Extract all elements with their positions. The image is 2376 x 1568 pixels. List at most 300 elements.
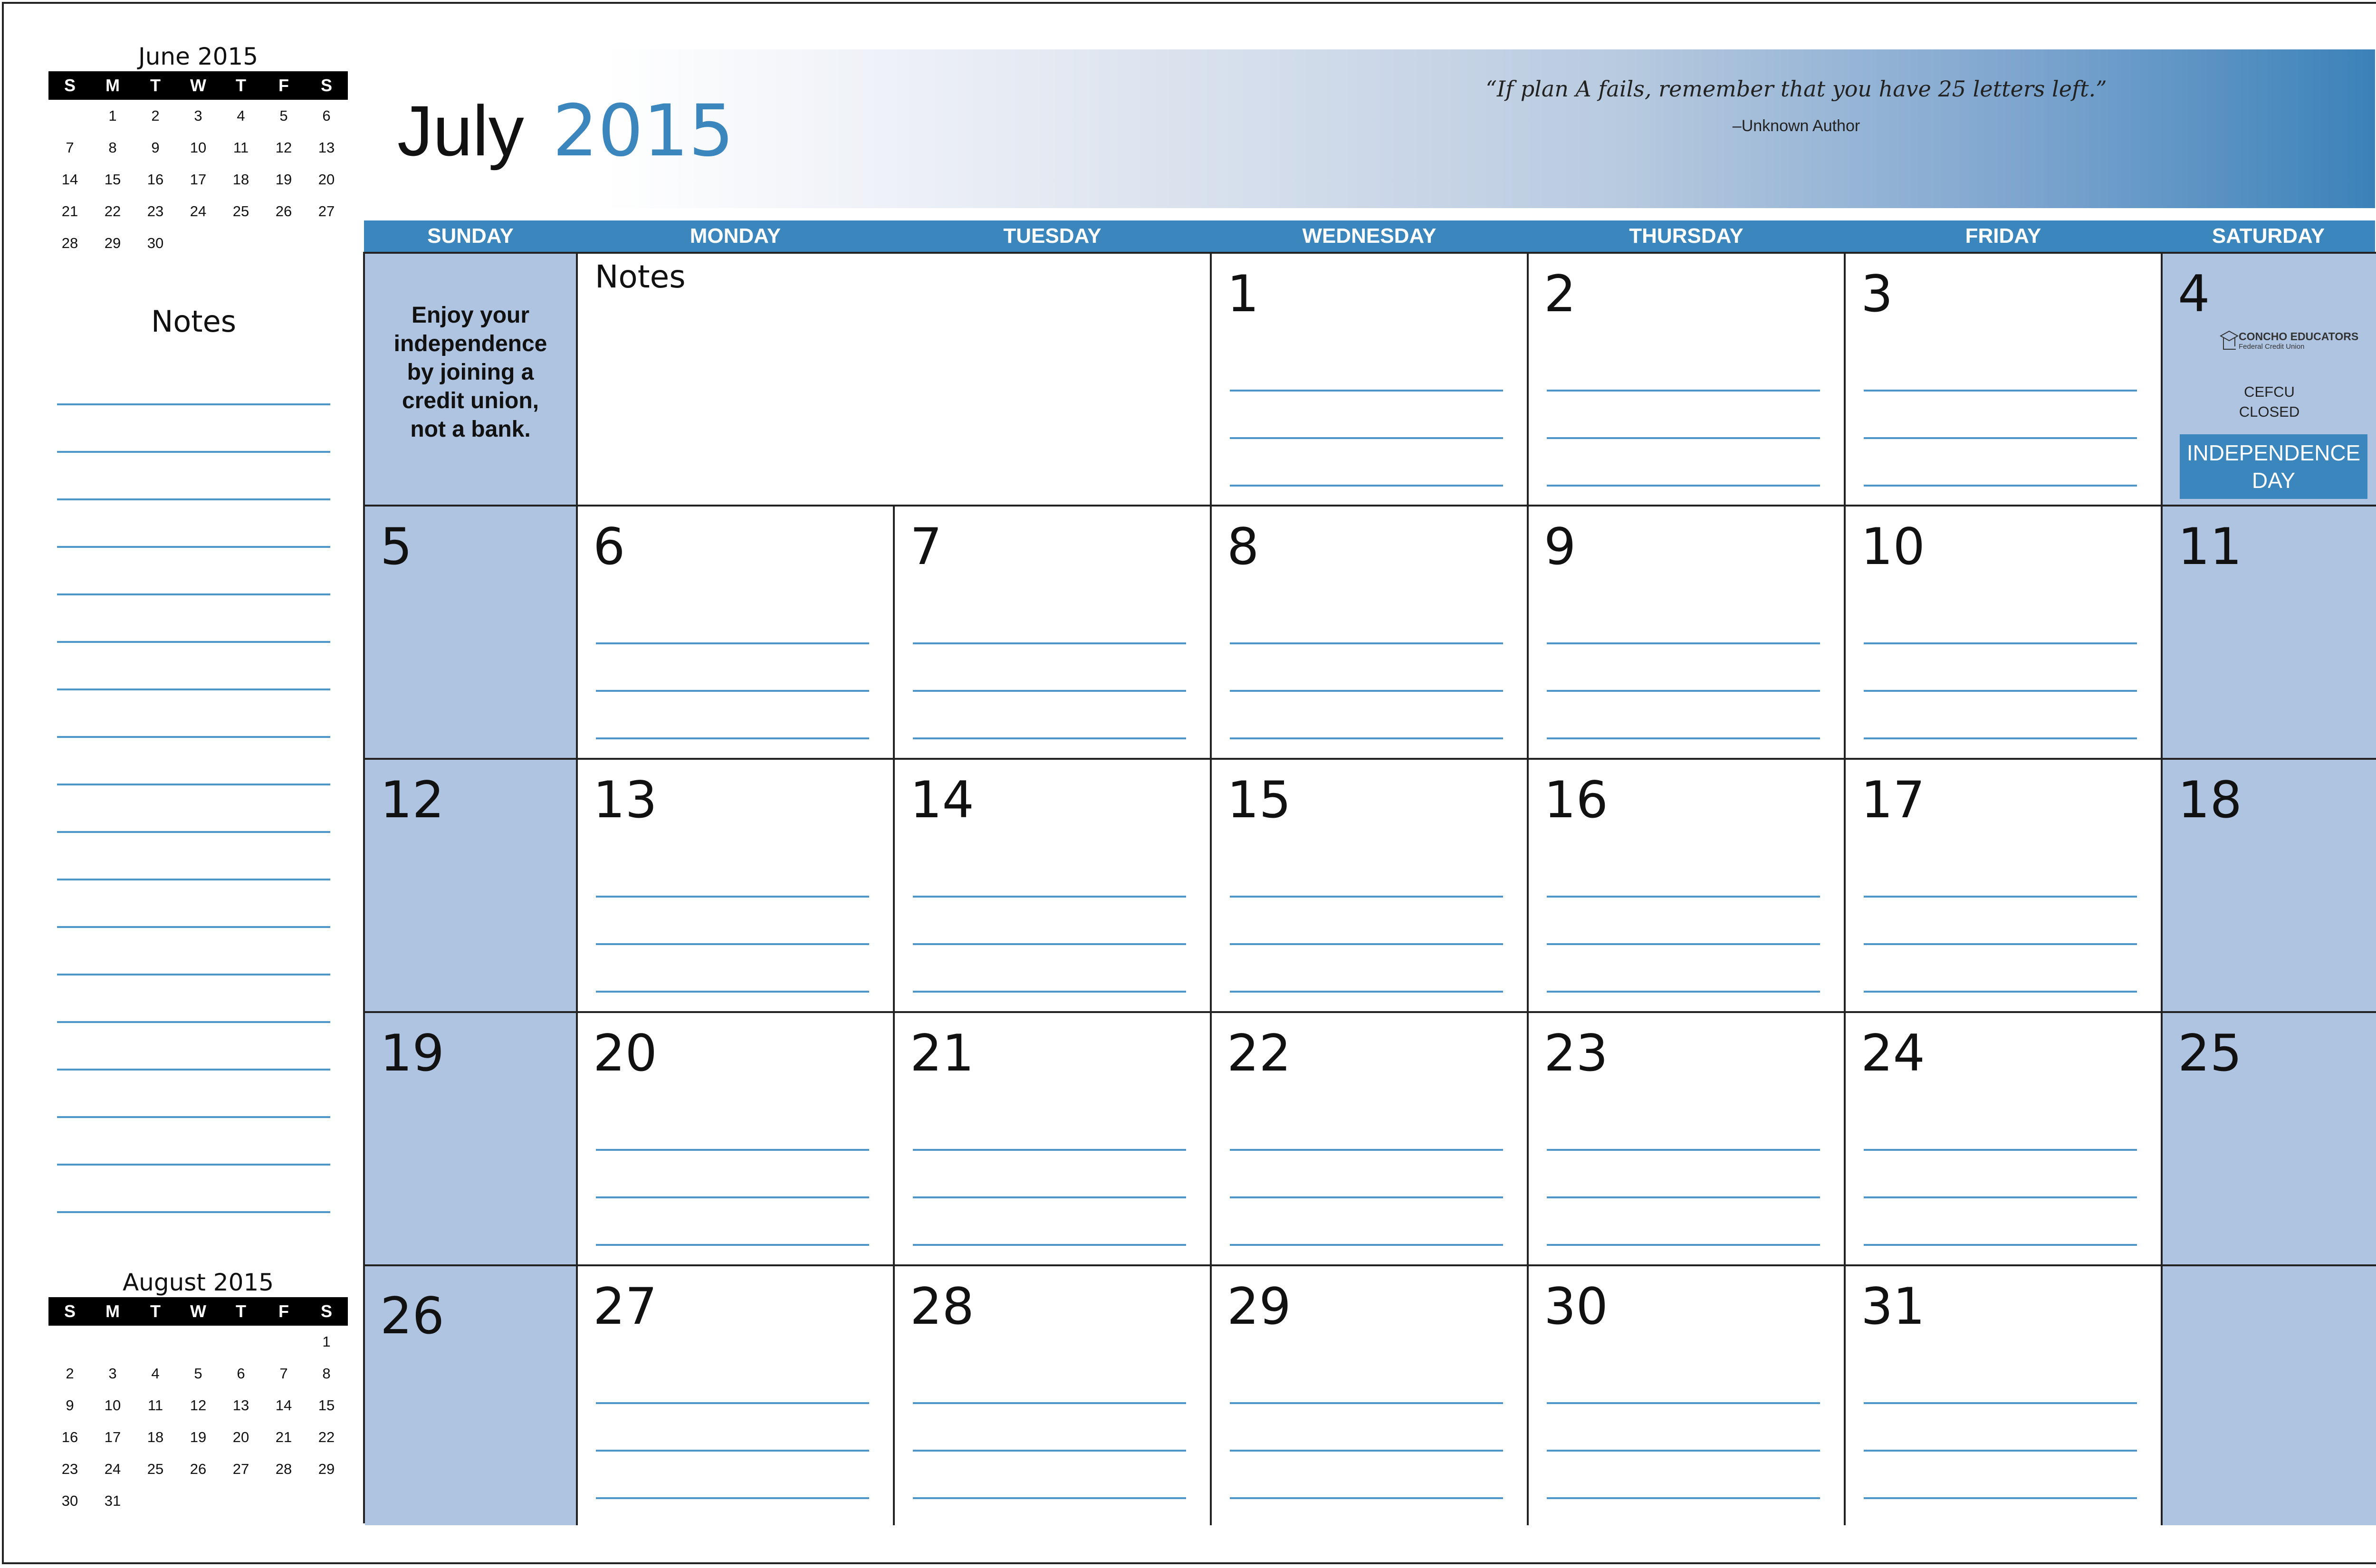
writing-line	[913, 644, 1186, 692]
day-cell[interactable]	[1529, 1013, 1846, 1266]
mini-calendar-date: 17	[104, 1428, 121, 1445]
mini-calendar-date: 15	[104, 171, 121, 188]
writing-lines	[1864, 597, 2137, 760]
day-cell[interactable]	[2163, 760, 2376, 1013]
mini-calendar-date: 25	[232, 202, 249, 220]
weekday-letter: W	[177, 71, 220, 100]
holiday-badge	[2180, 434, 2367, 499]
day-number: 18	[2178, 771, 2242, 829]
mini-calendar-body	[48, 1326, 348, 1517]
mini-calendar-date: 26	[190, 1460, 207, 1477]
mini-calendar-date: 13	[232, 1396, 249, 1414]
weekday-header-bar	[364, 220, 2375, 252]
writing-line	[913, 1151, 1186, 1198]
writing-line	[1547, 850, 1820, 898]
writing-lines	[596, 850, 869, 1013]
writing-line	[596, 898, 869, 945]
writing-lines	[1547, 1357, 1820, 1525]
writing-line	[596, 1198, 869, 1246]
mini-calendar-week	[48, 227, 348, 259]
day-number: 5	[380, 517, 412, 576]
day-cell[interactable]	[1529, 254, 1846, 507]
writing-line	[1230, 1499, 1503, 1525]
writing-line	[1230, 850, 1503, 898]
side-note-line	[57, 405, 330, 453]
mini-calendar-date: 6	[237, 1365, 245, 1382]
writing-line	[1230, 1246, 1503, 1266]
day-cell[interactable]	[1846, 507, 2163, 760]
mini-calendar-date: 3	[108, 1365, 117, 1382]
mini-calendar-week	[48, 1389, 348, 1421]
writing-line	[1547, 1499, 1820, 1525]
writing-line	[1864, 1499, 2137, 1525]
day-cell[interactable]	[1212, 254, 1529, 507]
side-note-line	[57, 1118, 330, 1166]
writing-line	[1864, 1198, 2137, 1246]
mini-calendar-date: 21	[61, 202, 78, 220]
day-number: 4	[2178, 265, 2210, 323]
mini-calendar-date	[305, 1485, 348, 1517]
day-cell[interactable]	[1529, 507, 1846, 760]
mini-calendar-date	[262, 1485, 305, 1517]
writing-line	[596, 1246, 869, 1266]
day-cell-saturday[interactable]	[2163, 254, 2376, 507]
logo-line1: CONCHO EDUCATORS	[2239, 330, 2359, 343]
writing-lines	[1230, 597, 1503, 760]
mini-calendar-date: 24	[104, 1460, 121, 1477]
writing-lines	[596, 597, 869, 760]
weekday-letter: M	[91, 1297, 134, 1326]
mini-calendar-date: 30	[61, 1492, 78, 1509]
notes-label: Notes	[595, 258, 686, 295]
writing-line	[596, 739, 869, 760]
writing-line	[913, 1246, 1186, 1266]
mini-calendar-week	[48, 195, 348, 227]
writing-line	[596, 1452, 869, 1499]
writing-line	[1547, 597, 1820, 644]
writing-line	[1864, 1103, 2137, 1151]
day-cell[interactable]	[1846, 1266, 2163, 1525]
writing-line	[1864, 644, 2137, 692]
mini-calendar-date: 29	[318, 1460, 335, 1477]
writing-line	[596, 1404, 869, 1452]
day-cell[interactable]	[1212, 507, 1529, 760]
mini-calendar-week	[48, 1421, 348, 1453]
day-cell[interactable]	[1212, 1013, 1529, 1266]
writing-line	[1230, 1151, 1503, 1198]
mini-calendar-date: 8	[322, 1365, 331, 1382]
mini-calendar-title: June 2015	[138, 43, 259, 70]
mini-calendar-date: 7	[66, 139, 74, 156]
writing-lines	[1547, 344, 1820, 507]
mini-calendar-title: August 2015	[122, 1269, 274, 1296]
weekday-wednesday: WEDNESDAY	[1302, 224, 1437, 248]
day-cell[interactable]	[578, 1266, 895, 1525]
day-cell[interactable]	[1212, 1266, 1529, 1525]
mini-calendar-date: 3	[194, 107, 202, 124]
writing-lines	[1864, 850, 2137, 1013]
day-cell[interactable]	[895, 1013, 1212, 1266]
day-number: 28	[910, 1277, 974, 1336]
mini-calendar-date	[48, 1326, 91, 1358]
mini-calendar-week	[48, 163, 348, 195]
writing-line	[1547, 1246, 1820, 1266]
day-number: 17	[1861, 771, 1925, 829]
day-cell[interactable]	[1846, 1013, 2163, 1266]
mini-calendar-date	[177, 1485, 220, 1517]
mini-calendar-week	[48, 1358, 348, 1389]
mini-calendar-date: 11	[233, 139, 249, 156]
side-note-line	[57, 548, 330, 595]
mini-calendar-date	[262, 227, 305, 259]
writing-line	[1864, 1246, 2137, 1266]
side-note-line	[57, 738, 330, 785]
day-cell[interactable]	[1846, 760, 2163, 1013]
side-note-line	[57, 833, 330, 880]
mini-calendar-date: 19	[190, 1428, 207, 1445]
mini-calendar-date: 2	[151, 107, 160, 124]
mini-calendar-date	[305, 227, 348, 259]
writing-line	[1230, 993, 1503, 1013]
day-number: 10	[1861, 517, 1925, 576]
writing-line	[1547, 1357, 1820, 1404]
mini-calendar-date: 14	[61, 171, 78, 188]
mini-calendar-august	[48, 1268, 348, 1517]
writing-lines	[1547, 1103, 1820, 1266]
side-note-line	[57, 1166, 330, 1213]
day-number: 31	[1861, 1277, 1925, 1336]
writing-line	[1230, 1198, 1503, 1246]
weekday-letter: S	[305, 71, 348, 100]
writing-lines	[1547, 597, 1820, 760]
day-number: 3	[1861, 265, 1893, 323]
mini-calendar-date: 9	[66, 1396, 74, 1414]
mini-calendar-date	[220, 227, 262, 259]
mini-calendar-header-row	[48, 1297, 348, 1326]
day-cell[interactable]	[578, 760, 895, 1013]
mini-calendar-date: 26	[275, 202, 292, 220]
writing-lines	[1230, 1103, 1503, 1266]
writing-line	[1230, 1103, 1503, 1151]
side-note-line	[57, 1071, 330, 1118]
weekday-letter: S	[305, 1297, 348, 1326]
mini-calendar-date: 20	[318, 171, 335, 188]
mini-calendar-date: 27	[232, 1460, 249, 1477]
side-note-line	[57, 358, 330, 405]
month-title	[397, 86, 734, 176]
side-note-line	[57, 785, 330, 833]
mini-calendar-date: 16	[61, 1428, 78, 1445]
writing-line	[913, 1357, 1186, 1404]
mini-calendar-date: 2	[66, 1365, 74, 1382]
writing-line	[596, 1499, 869, 1525]
writing-line	[596, 644, 869, 692]
mini-calendar-week	[48, 132, 348, 163]
day-number: 1	[1227, 265, 1259, 323]
day-cell[interactable]	[1846, 254, 2163, 507]
writing-line	[1864, 739, 2137, 760]
day-cell[interactable]	[895, 507, 1212, 760]
day-cell[interactable]	[365, 507, 578, 760]
mini-calendar-date: 5	[279, 107, 288, 124]
mini-calendar-date: 22	[318, 1428, 335, 1445]
writing-line	[913, 1499, 1186, 1525]
weekday-letter: M	[91, 71, 134, 100]
day-cell[interactable]	[895, 760, 1212, 1013]
writing-line	[1547, 898, 1820, 945]
writing-line	[1864, 1404, 2137, 1452]
writing-lines	[596, 1357, 869, 1525]
mini-calendar-week	[48, 100, 348, 132]
day-number: 25	[2178, 1024, 2242, 1082]
writing-line	[1864, 993, 2137, 1013]
writing-lines	[1547, 850, 1820, 1013]
quote-author: –Unknown Author	[1732, 117, 1860, 135]
day-cell[interactable]	[1529, 1266, 1846, 1525]
notes-cell[interactable]	[578, 254, 1212, 507]
closed-line1: CEFCU	[2244, 383, 2295, 400]
day-cell[interactable]	[895, 1266, 1212, 1525]
day-number: 27	[593, 1277, 657, 1336]
writing-lines	[1230, 344, 1503, 507]
promo-text: Enjoy your independence by joining a credit union, not a bank.	[393, 303, 547, 442]
day-cell[interactable]	[365, 760, 578, 1013]
writing-line	[1230, 644, 1503, 692]
month-year: 2015	[552, 90, 734, 172]
day-cell[interactable]	[578, 1013, 895, 1266]
writing-line	[1547, 993, 1820, 1013]
weekday-letter: F	[262, 71, 305, 100]
day-cell[interactable]	[365, 1266, 578, 1525]
mini-calendar-date: 9	[151, 139, 160, 156]
writing-line	[596, 1103, 869, 1151]
side-note-line	[57, 643, 330, 690]
mini-calendar-date: 30	[147, 234, 164, 251]
writing-line	[596, 945, 869, 993]
mini-calendar-table	[48, 1297, 348, 1517]
day-number: 7	[910, 517, 942, 576]
mini-calendar-date: 25	[147, 1460, 164, 1477]
month-name: July	[397, 91, 524, 171]
mini-calendar-date: 6	[322, 107, 331, 124]
writing-line	[596, 993, 869, 1013]
logo-line2: Federal Credit Union	[2239, 343, 2305, 351]
mini-calendar-body	[48, 100, 348, 259]
header-quote: “If plan A fails, remember that you have 25 letters left.”	[1485, 76, 2107, 102]
mini-calendar-date: 10	[190, 139, 207, 156]
holiday-line1: INDEPENDENCE	[2186, 440, 2361, 465]
writing-line	[1230, 1452, 1503, 1499]
writing-line	[596, 1151, 869, 1198]
day-number: 9	[1544, 517, 1576, 576]
day-number: 13	[593, 771, 657, 829]
mini-calendar-date	[262, 1326, 305, 1358]
day-cell[interactable]	[2163, 507, 2376, 760]
writing-line	[1230, 898, 1503, 945]
writing-line	[1230, 945, 1503, 993]
writing-line	[1864, 1452, 2137, 1499]
writing-lines	[1864, 1357, 2137, 1525]
mini-calendar-date: 20	[232, 1428, 249, 1445]
day-cell[interactable]	[578, 507, 895, 760]
mini-calendar-date: 29	[104, 234, 121, 251]
writing-line	[1864, 898, 2137, 945]
weekday-letter: T	[220, 71, 262, 100]
mini-calendar-date: 28	[61, 234, 78, 251]
mini-calendar-date: 16	[147, 171, 164, 188]
credit-union-logo	[2220, 327, 2359, 370]
side-note-line	[57, 928, 330, 975]
mini-calendar-date: 4	[151, 1365, 160, 1382]
writing-line	[1864, 1151, 2137, 1198]
writing-line	[1230, 739, 1503, 760]
day-number: 30	[1544, 1277, 1608, 1336]
day-number: 2	[1544, 265, 1576, 323]
writing-line	[1864, 597, 2137, 644]
mini-calendar-date: 27	[318, 202, 335, 220]
day-number: 16	[1544, 771, 1608, 829]
writing-line	[1547, 739, 1820, 760]
writing-line	[913, 1198, 1186, 1246]
day-cell[interactable]	[1212, 760, 1529, 1013]
mini-calendar-date	[134, 1485, 177, 1517]
holiday-line2: DAY	[2251, 468, 2296, 493]
mini-calendar-date	[48, 100, 91, 132]
mini-calendar-date: 8	[108, 139, 117, 156]
calendar-grid	[363, 252, 2376, 1523]
closed-notice	[2163, 382, 2376, 422]
writing-lines	[1864, 1103, 2137, 1266]
day-number: 23	[1544, 1024, 1608, 1082]
mini-calendar-date: 5	[194, 1365, 202, 1382]
day-cell[interactable]	[365, 1013, 578, 1266]
side-note-line	[57, 1023, 330, 1071]
mini-calendar-date: 31	[104, 1492, 121, 1509]
weekday-friday: FRIDAY	[1965, 224, 2041, 248]
writing-line	[1230, 1357, 1503, 1404]
mini-calendar-date: 7	[279, 1365, 288, 1382]
writing-line	[1547, 1452, 1820, 1499]
mini-calendar-date: 17	[190, 171, 207, 188]
writing-line	[1864, 945, 2137, 993]
side-notes	[57, 304, 330, 1213]
writing-lines	[913, 597, 1186, 760]
side-note-line	[57, 500, 330, 548]
mini-calendar-date: 19	[275, 171, 292, 188]
writing-line	[596, 1357, 869, 1404]
mini-calendar-date: 15	[318, 1396, 335, 1414]
day-number: 14	[910, 771, 974, 829]
mini-calendar-date: 14	[275, 1396, 292, 1414]
side-note-line	[57, 690, 330, 738]
mini-calendar-date: 22	[104, 202, 121, 220]
writing-line	[1547, 644, 1820, 692]
day-number: 20	[593, 1024, 657, 1082]
day-cell[interactable]	[2163, 1013, 2376, 1266]
writing-line	[1547, 1151, 1820, 1198]
writing-line	[913, 1404, 1186, 1452]
mini-calendar-date: 21	[275, 1428, 292, 1445]
writing-line	[1230, 1404, 1503, 1452]
day-number: 29	[1227, 1277, 1291, 1336]
mini-calendar-date: 18	[147, 1428, 164, 1445]
writing-line	[1547, 1103, 1820, 1151]
mini-calendar-date: 1	[108, 107, 117, 124]
side-note-line	[57, 595, 330, 643]
day-number: 6	[593, 517, 625, 576]
writing-line	[913, 945, 1186, 993]
writing-lines	[913, 1103, 1186, 1266]
mini-calendar-date	[177, 1326, 220, 1358]
mini-calendar-date	[177, 227, 220, 259]
writing-line	[913, 1452, 1186, 1499]
writing-line	[913, 898, 1186, 945]
day-number: 21	[910, 1024, 974, 1082]
side-note-line	[57, 975, 330, 1023]
day-number: 12	[380, 771, 444, 829]
mini-calendar-week	[48, 1326, 348, 1358]
writing-line	[596, 597, 869, 644]
mini-calendar-table	[48, 71, 348, 259]
weekday-letter: W	[177, 1297, 220, 1326]
writing-line	[1230, 692, 1503, 739]
mini-calendar-week	[48, 1485, 348, 1517]
mini-calendar-date: 13	[318, 139, 335, 156]
weekday-letter: F	[262, 1297, 305, 1326]
writing-line	[913, 850, 1186, 898]
day-number: 24	[1861, 1024, 1925, 1082]
side-notes-lines	[57, 358, 330, 1213]
side-note-line	[57, 880, 330, 928]
writing-line	[596, 692, 869, 739]
mini-calendar-week	[48, 1453, 348, 1485]
mini-calendar-date: 18	[232, 171, 249, 188]
writing-line	[1230, 597, 1503, 644]
day-number: 22	[1227, 1024, 1291, 1082]
weekday-monday: MONDAY	[690, 224, 781, 248]
mini-calendar-date: 1	[322, 1333, 331, 1350]
side-notes-title: Notes	[151, 304, 237, 339]
weekday-letter: T	[134, 1297, 177, 1326]
graduation-cap-icon	[2220, 327, 2239, 354]
mini-calendar-date	[220, 1326, 262, 1358]
empty-day-cell	[2163, 1266, 2376, 1525]
day-number: 26	[380, 1287, 444, 1345]
weekday-letter: S	[48, 1297, 91, 1326]
writing-lines	[1230, 850, 1503, 1013]
writing-lines	[1230, 1357, 1503, 1525]
mini-calendar-date: 12	[275, 139, 292, 156]
mini-calendar-june	[48, 42, 348, 259]
mini-calendar-date: 4	[237, 107, 245, 124]
writing-line	[913, 739, 1186, 760]
writing-line	[913, 993, 1186, 1013]
mini-calendar-date: 23	[147, 202, 164, 220]
writing-line	[1864, 850, 2137, 898]
day-number: 8	[1227, 517, 1259, 576]
mini-calendar-date: 11	[147, 1396, 163, 1414]
weekday-tuesday: TUESDAY	[1003, 224, 1102, 248]
day-number: 15	[1227, 771, 1291, 829]
writing-line	[1547, 945, 1820, 993]
side-note-line	[57, 453, 330, 500]
day-cell[interactable]	[1529, 760, 1846, 1013]
writing-lines	[913, 1357, 1186, 1525]
mini-calendar-date: 12	[190, 1396, 207, 1414]
writing-line	[913, 597, 1186, 644]
writing-line	[913, 692, 1186, 739]
writing-lines	[913, 850, 1186, 1013]
